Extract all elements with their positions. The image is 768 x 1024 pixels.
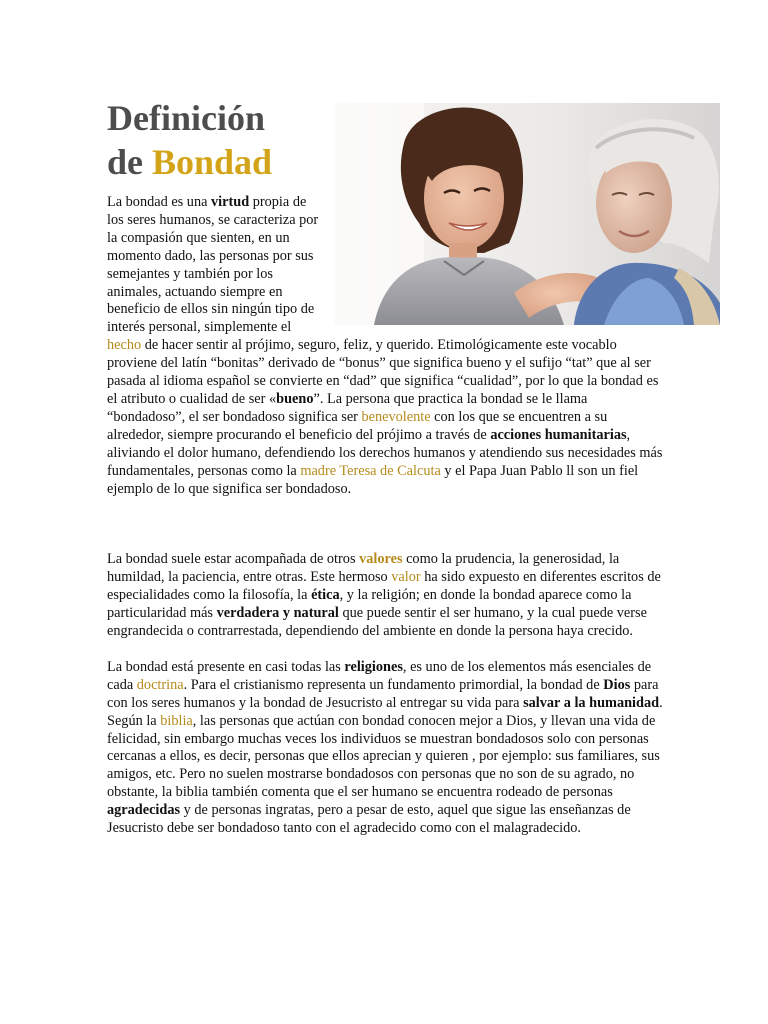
two-women-photo (334, 103, 720, 325)
link-valores[interactable]: valores (359, 551, 403, 568)
link-doctrina[interactable]: doctrina (136, 676, 184, 693)
bold-term-verdadera-natural: verdadera y natural (216, 605, 339, 622)
text: , y la religión; en donde la bondad aparece como la particularidad más (107, 587, 632, 622)
text: y el Papa Juan Pablo ll son un fiel ejemplo de lo que significa ser bondadoso. (107, 462, 639, 497)
paragraph-2 (107, 551, 663, 641)
bold-term-virtud: virtud (211, 194, 250, 210)
link-madre-teresa[interactable]: madre Teresa de Calcuta (300, 462, 441, 479)
text: La bondad está presente en casi todas las (107, 658, 345, 675)
link-hecho[interactable]: hecho (107, 337, 142, 354)
bold-term-dios: Dios (603, 676, 631, 693)
text: y de personas ingratas, pero a pesar de esto, aquel que sigue las enseñanzas de Jesucristo debe ser bondadoso tanto con el agradecido como con el malagradecido. (107, 802, 631, 837)
title-line-2-prefix: de (107, 142, 152, 182)
document-page (107, 96, 663, 838)
text: para con los seres humanos y la bondad de Jesucristo al entregar su vida para (107, 676, 659, 711)
paragraph-3 (107, 659, 663, 838)
link-benevolente[interactable]: benevolente (361, 408, 431, 425)
bold-term-agradecidas: agradecidas (107, 802, 181, 819)
text: que puede sentir el ser humano, y la cual puede verse engrandecida o contrarrestada, dependiendo del ambiente en donde la persona haya crecido. (107, 605, 647, 640)
bold-term-salvar-humanidad: salvar a la humanidad (523, 694, 660, 711)
title-accent-word: Bondad (152, 142, 273, 182)
bold-term-religiones: religiones (344, 658, 403, 675)
text: propia de los seres humanos, se caracteriza por la compasión que sienten, en un momento dado, las personas por sus semejantes y también por los animales, actuando siempre en beneficio de ellos sin ningún tipo de interés personal, simplemente el (107, 194, 319, 336)
bold-term-acciones-humanitarias: acciones humanitarias (490, 426, 627, 443)
bold-term-etica: ética (311, 587, 340, 604)
text: La bondad suele estar acompañada de otros (107, 551, 360, 568)
title-line-1: Definición (107, 98, 265, 138)
text: con los que se encuentren a su alrededor, siempre procurando el beneficio del prójimo a través de (107, 408, 608, 443)
text: como la prudencia, la generosidad, la humildad, la paciencia, entre otras. Este hermoso (107, 551, 620, 586)
text: . Para el cristianismo representa un fundamento primordial, la bondad de (183, 676, 604, 693)
text: La bondad es una (107, 194, 212, 210)
text: , las personas que actúan con bondad conocen mejor a Dios, y llevan una vida de felicidad, sin embargo muchas veces los individuos se muestran bondadosos solo con personas cercanas a ellos, es decir, personas que ellos aprecian y quieren , por ejemplo: sus familiares, sus amigos, etc. Pero no suelen mostrarse bondadosos con personas que no son de su agrado, no obstante, la biblia también comenta que el ser humano se encuentra rodeado de personas (107, 712, 660, 801)
text: de hacer sentir al prójimo, seguro, feliz, y querido. Etimológicamente este vocablo proviene del latín “bonitas” derivado de “bonus” que significa bueno y el sufijo “tat” que al ser pasada al idioma español se convierte en “dad” que significa “cualidad”, por lo que la bondad es el atributo o cualidad de ser « (107, 337, 659, 407)
text: ha sido expuesto en diferentes escritos de especialidades como la filosofía, la (107, 569, 661, 604)
bold-term-bueno: bueno (276, 390, 314, 407)
text: , aliviando el dolor humano, defendiendo los derechos humanos y atendiendo sus necesidades más fundamentales, personas como la (107, 426, 663, 479)
link-biblia[interactable]: biblia (160, 712, 193, 729)
text: , es uno de los elementos más esenciales de cada (107, 658, 652, 693)
link-valor[interactable]: valor (391, 569, 421, 586)
text: . Según la (107, 694, 663, 729)
text: ”. La persona que practica la bondad se le llama “bondadoso”, el ser bondadoso significa ser (107, 390, 588, 425)
